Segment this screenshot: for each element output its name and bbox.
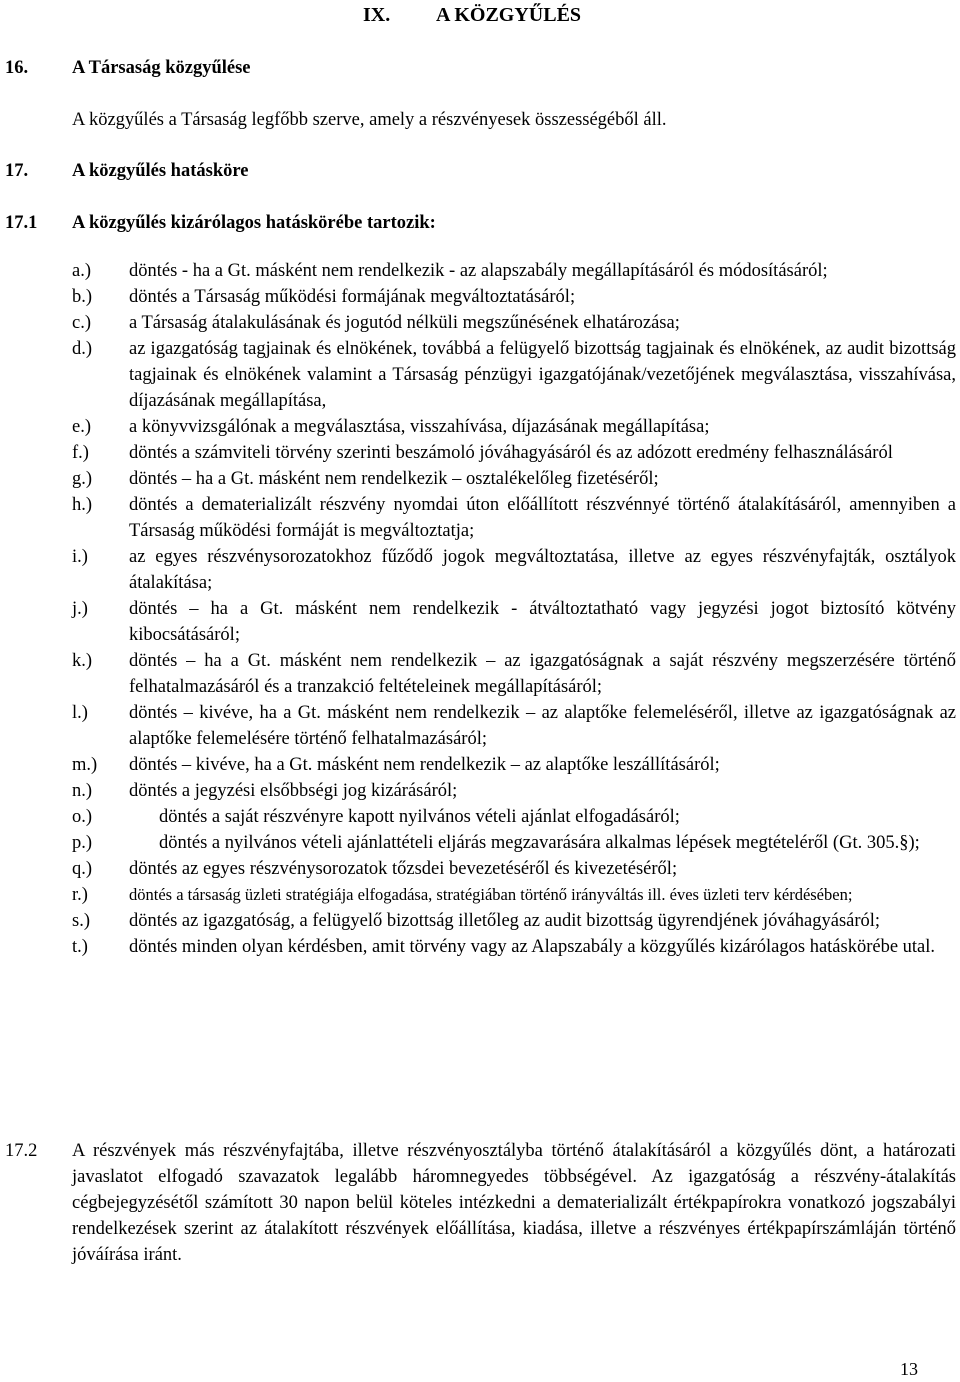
list-item <box>0 778 960 804</box>
list-item <box>0 700 960 752</box>
item-label: i.) <box>72 547 88 567</box>
item-label: l.) <box>72 703 88 723</box>
item-text: a könyvvizsgálónak a megválasztása, visszahívása, díjazásának megállapítása; <box>129 417 710 437</box>
item-label: m.) <box>72 755 98 775</box>
section-title: A Társaság közgyűlése <box>72 58 251 78</box>
item-text: döntés – ha a Gt. másként nem rendelkezik – osztalékelőleg fizetéséről; <box>129 469 659 489</box>
section-title: A közgyűlés hatásköre <box>72 161 249 181</box>
chapter-number: IX. <box>363 4 391 26</box>
item-text: döntés minden olyan kérdésben, amit törvény vagy az Alapszabály a közgyűlés kizárólagos hatáskörébe utal. <box>129 937 936 957</box>
item-text: döntés – kivéve, ha a Gt. másként nem rendelkezik – az alaptőke leszállításáról; <box>129 755 720 775</box>
list-item <box>0 544 960 596</box>
item-text: döntés a nyilvános vételi ajánlattételi eljárás megzavarására alkalmas lépések megtételéről (Gt. 305.§); <box>159 833 920 853</box>
item-label: g.) <box>72 469 93 489</box>
item-label: e.) <box>72 417 91 437</box>
item-label: q.) <box>72 859 93 879</box>
item-text: döntés a jegyzési elsőbbségi jog kizárásáról; <box>129 781 458 801</box>
item-text: a Társaság átalakulásának és jogutód nélküli megszűnésének elhatározása; <box>129 313 680 333</box>
item-text: döntés – kivéve, ha a Gt. másként nem rendelkezik – az alaptőke felemeléséről, illetve az igazgatóságnak az alaptőke felemelésére történő felhatalmazásáról; <box>129 703 956 749</box>
item-label: d.) <box>72 339 93 359</box>
section-16-text: A közgyűlés a Társaság legfőbb szerve, amely a részvényesek összességéből áll. <box>72 110 667 130</box>
section-number: 17. <box>5 161 29 181</box>
item-text: döntés az igazgatóság, a felügyelő bizottság illetőleg az audit bizottság ügyrendjének jóváhagyásáról; <box>129 911 881 931</box>
item-label: b.) <box>72 287 93 307</box>
list-item <box>0 310 960 336</box>
item-label: f.) <box>72 443 89 463</box>
item-label: r.) <box>72 885 88 905</box>
item-text: az egyes részvénysorozatokhoz fűződő jogok megváltoztatása, illetve az egyes részvényfajták, osztályok átalakítása; <box>129 547 956 593</box>
item-text: döntés a dematerializált részvény nyomdai úton előállított részvénnyé történő átalakításáról, amennyiben a Társaság működési formáját is megváltoztatja; <box>129 495 956 541</box>
list-item <box>0 804 960 830</box>
section-number: 17.1 <box>5 213 38 233</box>
list-item <box>0 648 960 700</box>
item-label: n.) <box>72 781 93 801</box>
list-item <box>0 284 960 310</box>
item-text: döntés - ha a Gt. másként nem rendelkezik - az alapszabály megállapításáról és módosításáról; <box>129 261 828 281</box>
item-label: s.) <box>72 911 90 931</box>
item-text: döntés – ha a Gt. másként nem rendelkezik – az igazgatóságnak a saját részvény megszerzésére történő felhatalmazásáról és a tranzakció feltételeinek megállapításáról; <box>129 651 956 697</box>
item-text: döntés a társaság üzleti stratégiája elfogadása, stratégiában történő irányváltás ill. éves üzleti terv kérdésében; <box>129 885 853 904</box>
page-number: 13 <box>900 1359 918 1379</box>
list-item <box>0 440 960 466</box>
list-item <box>0 908 960 934</box>
list-item <box>0 596 960 648</box>
item-label: p.) <box>72 833 93 853</box>
item-text: döntés az egyes részvénysorozatok tőzsdei bevezetéséről és kivezetéséről; <box>129 859 678 879</box>
list-item <box>0 934 960 960</box>
item-text: döntés a saját részvényre kapott nyilvános vételi ajánlat elfogadásáról; <box>159 807 680 827</box>
list-item <box>0 752 960 778</box>
section-number: 16. <box>5 58 29 78</box>
list-item <box>0 414 960 440</box>
item-label: j.) <box>72 599 88 619</box>
item-text: döntés – ha a Gt. másként nem rendelkezik - átváltoztatható vagy jegyzési jogot biztosító kötvény kibocsátásáról; <box>129 599 956 645</box>
section-17-2-text: A részvények más részvényfajtába, illetve részvényosztályba történő átalakításáról a közgyűlés dönt, a határozati javaslatot elfogadó szavazatok legalább háromnegyedes többségével. Az igazgatóság a részvény-átalakítás cégbejegyzésétől számított 30 napon belül köteles intézkedni a dematerializált értékpapírokra vonatkozó jogszabályi rendelkezések szerint az átalakított részvények előállítása, kiadása, illetve a részvényes értékpapírszámláján történő jóváírása iránt. <box>72 1141 956 1265</box>
list-item <box>0 466 960 492</box>
item-label: a.) <box>72 261 91 281</box>
item-label: t.) <box>72 937 88 957</box>
item-text: döntés a Társaság működési formájának megváltoztatásáról; <box>129 287 576 307</box>
chapter-heading <box>363 2 581 28</box>
section-title: A közgyűlés kizárólagos hatáskörébe tartozik: <box>72 213 436 233</box>
list-item <box>0 830 960 856</box>
list-item <box>0 882 960 908</box>
list-item <box>0 492 960 544</box>
list-item <box>0 336 960 414</box>
item-label: o.) <box>72 807 93 827</box>
item-text: döntés a számviteli törvény szerinti beszámoló jóváhagyásáról és az adózott eredmény felhasználásáról <box>129 443 893 463</box>
list-item <box>0 258 960 284</box>
item-label: h.) <box>72 495 93 515</box>
item-label: c.) <box>72 313 91 333</box>
section-number: 17.2 <box>5 1141 38 1161</box>
chapter-title: A KÖZGYŰLÉS <box>436 4 582 26</box>
section-17-2 <box>0 1138 960 1268</box>
list-item <box>0 856 960 882</box>
item-label: k.) <box>72 651 93 671</box>
item-text: az igazgatóság tagjainak és elnökének, továbbá a felügyelő bizottság tagjainak és elnökének, az audit bizottság tagjainak és elnökének valamint a Társaság pénzügyi igazgatójának/vezetőjének megválasztása, visszahívása, díjazásának megállapítása, <box>129 339 956 411</box>
competence-list <box>0 258 960 960</box>
